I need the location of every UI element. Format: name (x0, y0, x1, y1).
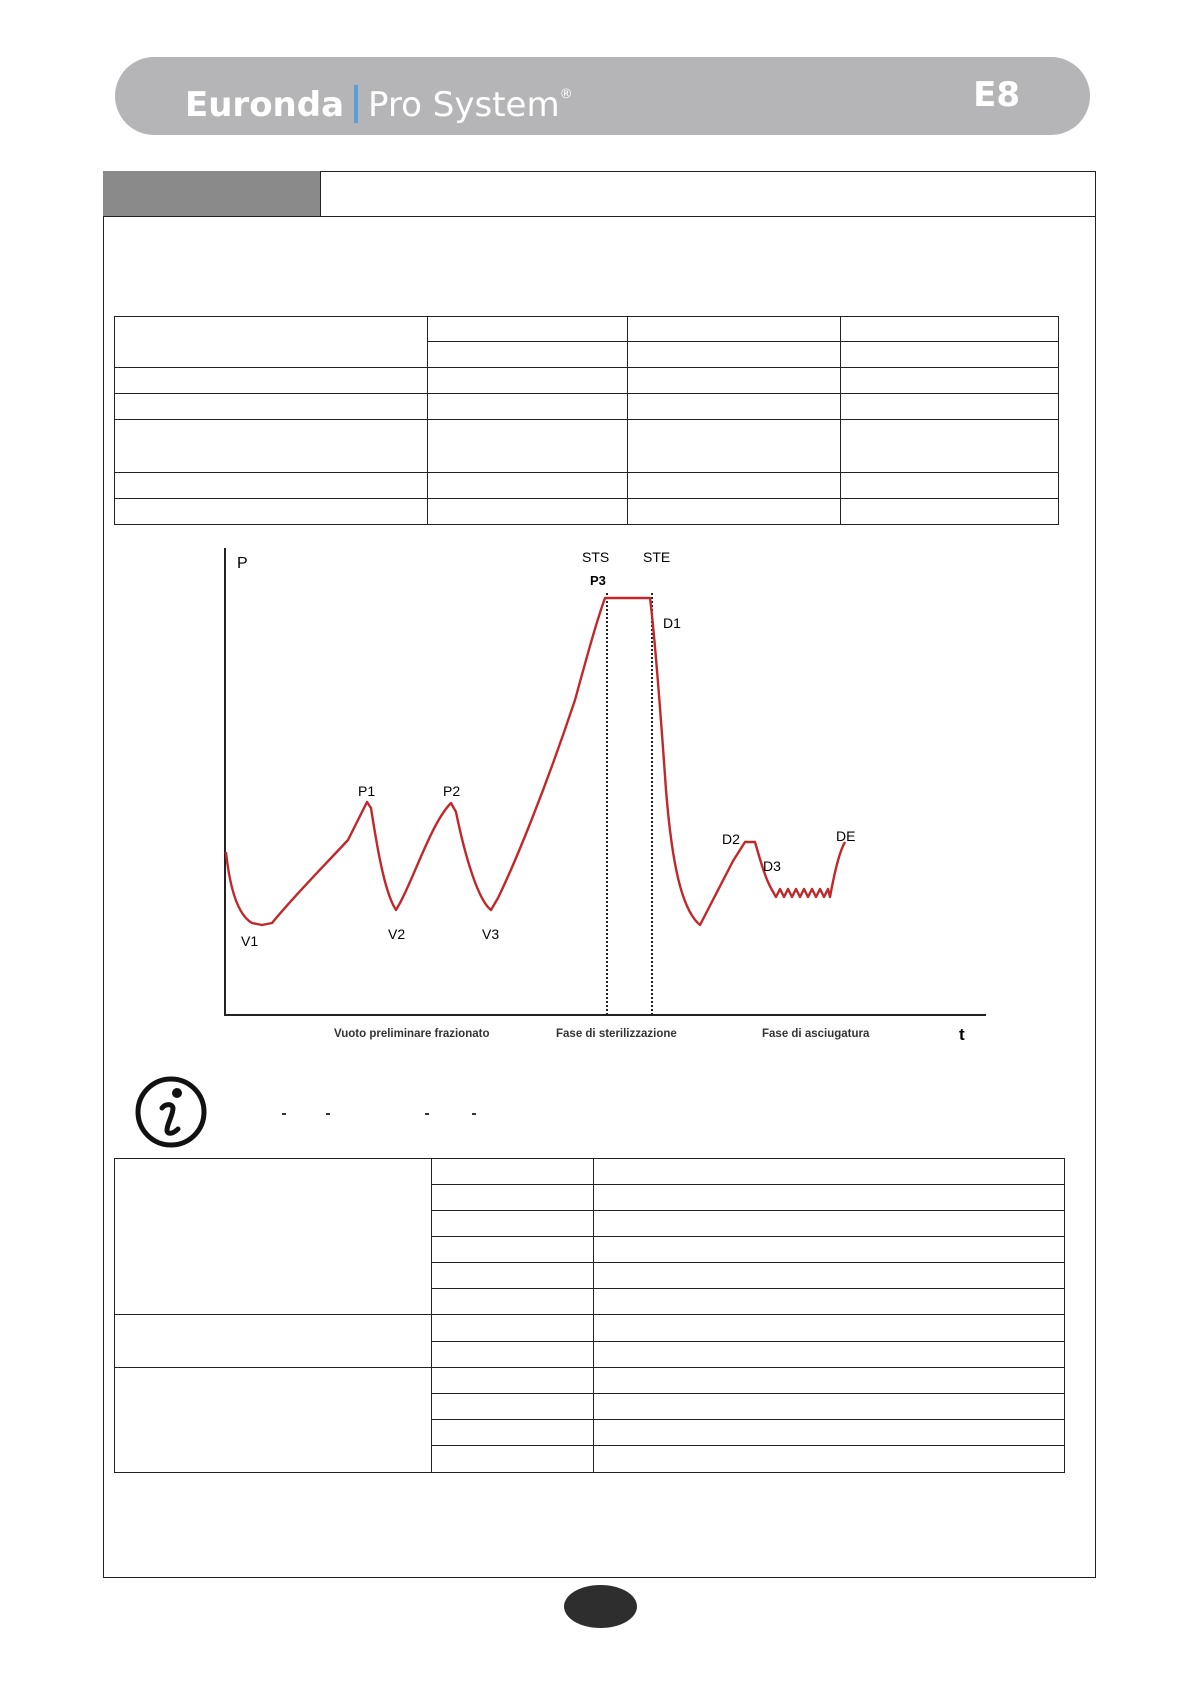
brand-logo (185, 73, 573, 127)
table-cell (432, 1315, 594, 1342)
table-cell (594, 1211, 1065, 1237)
pressure-curve (226, 598, 845, 925)
page-number-badge (564, 1585, 637, 1628)
table-cell (432, 1185, 594, 1211)
table-cell (432, 1342, 594, 1368)
table-cell (428, 394, 628, 420)
table-cell (432, 1159, 594, 1185)
table-cell (628, 499, 841, 525)
table-cell (432, 1289, 594, 1315)
point-label-sts: STS (582, 549, 610, 565)
table-cell (428, 317, 628, 342)
brand-name: Euronda (185, 85, 345, 125)
table-cell (628, 394, 841, 420)
table-cell (594, 1185, 1065, 1211)
table-cell (594, 1315, 1065, 1342)
table-cell (115, 499, 428, 525)
table-cell (594, 1342, 1065, 1368)
faint-text-mark (326, 1113, 330, 1115)
header-bar (115, 57, 1090, 135)
table-cell (594, 1446, 1065, 1473)
table-cell (432, 1263, 594, 1289)
table-cell (841, 473, 1059, 499)
table-cell (841, 317, 1059, 342)
table-cell (115, 1315, 432, 1368)
table-cell (115, 1159, 432, 1315)
table-cell (432, 1211, 594, 1237)
point-label-p3: P3 (590, 573, 606, 588)
brand-product: Pro System (368, 85, 560, 125)
table-cell (115, 473, 428, 499)
table-cell (432, 1446, 594, 1473)
point-label-p1: P1 (358, 783, 376, 799)
faint-text-mark (425, 1113, 429, 1115)
table-cell (428, 420, 628, 473)
point-label-ste: STE (643, 549, 671, 565)
table-cell (428, 473, 628, 499)
table-cell (432, 1368, 594, 1394)
info-icon (134, 1075, 208, 1149)
model-label: E8 (973, 75, 1020, 115)
table-cell (432, 1237, 594, 1263)
table-cell (628, 368, 841, 394)
table-cell (432, 1394, 594, 1420)
cycle-parameters-table (114, 316, 1059, 525)
table-cell (628, 317, 841, 342)
table-cell (428, 499, 628, 525)
table-cell (594, 1420, 1065, 1446)
table-cell (432, 1420, 594, 1446)
point-label-de: DE (836, 828, 856, 844)
table-cell (628, 473, 841, 499)
faint-text-mark (282, 1113, 286, 1115)
brand-separator (354, 85, 358, 123)
point-label-v1: V1 (241, 933, 259, 949)
table-cell (628, 342, 841, 368)
table-cell (841, 342, 1059, 368)
table-cell (841, 420, 1059, 473)
phase-label-drying: Fase di asciugatura (762, 1028, 870, 1040)
table-cell (594, 1263, 1065, 1289)
point-label-d2: D2 (722, 831, 740, 847)
table-cell (428, 342, 628, 368)
table-cell (594, 1159, 1065, 1185)
point-label-d3: D3 (763, 858, 781, 874)
table-cell (628, 420, 841, 473)
x-axis-label: t (959, 1025, 965, 1044)
table-cell (841, 499, 1059, 525)
phase-label-vacuum: Vuoto preliminare frazionato (334, 1028, 490, 1040)
point-label-v2: V2 (388, 926, 406, 942)
faint-text-mark (472, 1113, 476, 1115)
table-cell (115, 1368, 432, 1473)
point-label-p2: P2 (443, 783, 461, 799)
table-cell (841, 394, 1059, 420)
table-cell (115, 317, 428, 368)
table-cell (115, 394, 428, 420)
table-cell (428, 368, 628, 394)
phase-label-sterilization: Fase di sterilizzazione (556, 1028, 677, 1040)
table-cell (594, 1394, 1065, 1420)
table-cell (594, 1368, 1065, 1394)
table-cell (115, 368, 428, 394)
table-cell (841, 368, 1059, 394)
section-tab (103, 171, 321, 217)
section-title-rule (321, 216, 1096, 217)
point-label-d1: D1 (663, 615, 681, 631)
table-cell (594, 1289, 1065, 1315)
point-label-v3: V3 (482, 926, 500, 942)
registered-mark: ® (559, 87, 573, 102)
y-axis-label: P (237, 555, 248, 572)
sterilization-cycle-chart (200, 540, 1000, 1050)
phase-details-table (114, 1158, 1065, 1473)
table-cell (115, 420, 428, 473)
table-cell (594, 1237, 1065, 1263)
